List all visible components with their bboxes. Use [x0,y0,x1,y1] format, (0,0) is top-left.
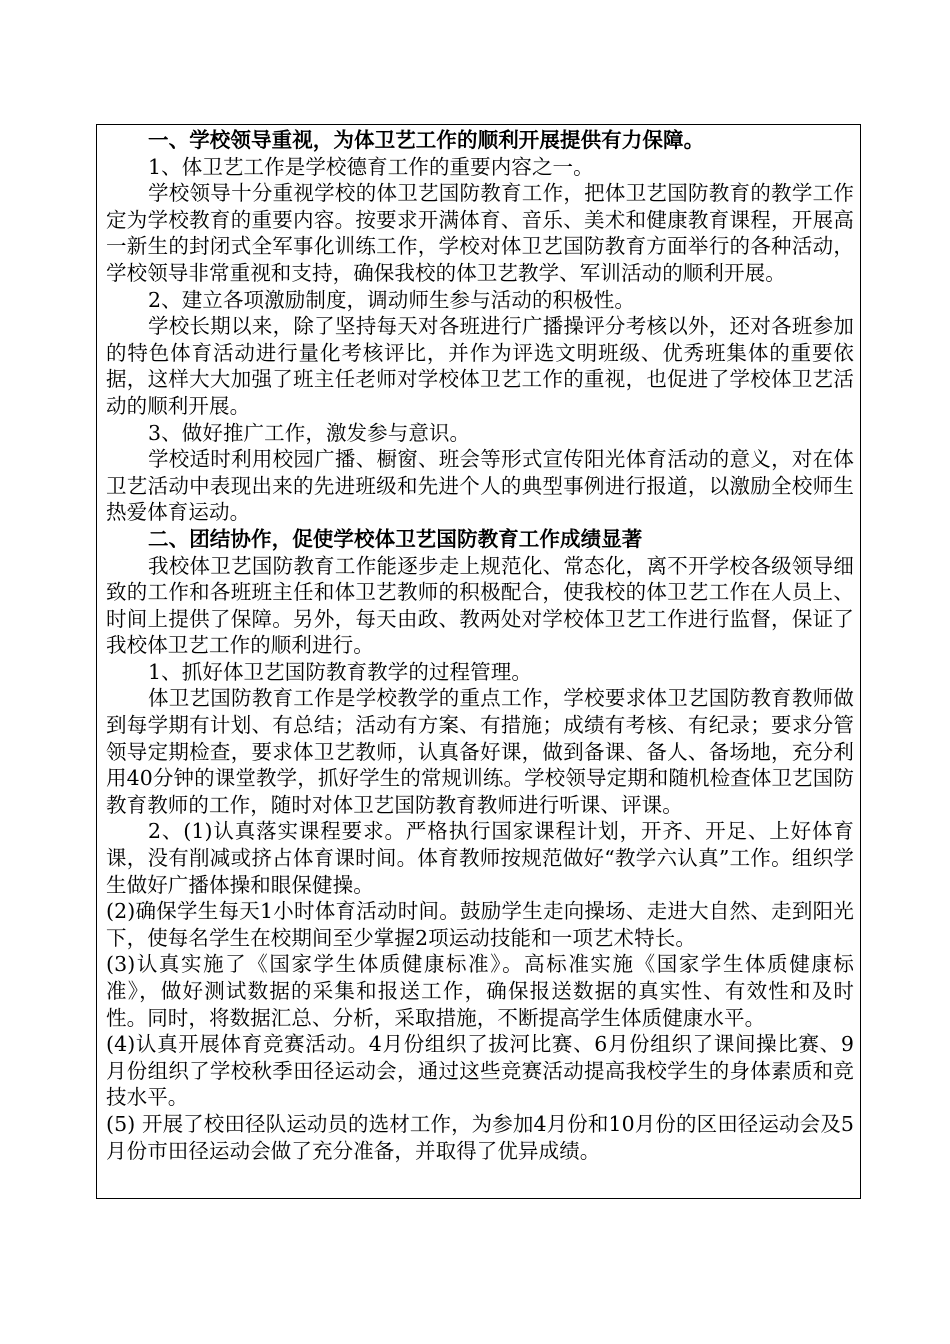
paragraph: 学校长期以来，除了坚持每天对各班进行广播操评分考核以外，还对各班参加的特色体育活动进行量化考核评比，并作为评选文明班级、优秀班集体的重要依据，这样大大加强了班主任老师对学校体卫艺工作的重视，也促进了学校体卫艺活动的顺利开展。 [106,314,854,418]
section-heading-2: 二、团结协作，促使学校体卫艺国防教育工作成绩显著 [148,526,643,551]
list-item: (3)认真实施了《国家学生体质健康标准》。高标准实施《国家学生体质健康标准》，做好测试数据的采集和报送工作，确保报送数据的真实性、有效性和及时性。同时，将数据汇总、分析，采取措施，不断提高学生体质健康水平。 [106,952,854,1030]
list-item: (2)确保学生每天1小时体育活动时间。鼓励学生走向操场、走进大自然、走到阳光下，使每名学生在校期间至少掌握2项运动技能和一项艺术特长。 [106,899,854,950]
list-item: (5) 开展了校田径队运动员的选材工作，为参加4月份和10月份的区田径运动会及5月份市田径运动会做了充分准备，并取得了优异成绩。 [106,1111,854,1163]
paragraph: 学校适时利用校园广播、橱窗、班会等形式宣传阳光体育活动的意义，对在体卫艺活动中表现出来的先进班级和先进个人的典型事例进行报道，以激励全校师生热爱体育运动。 [106,447,854,525]
subheading-1-3: 3、做好推广工作，激发参与意识。 [148,420,471,445]
section-heading-1: 一、学校领导重视，为体卫艺工作的顺利开展提供有力保障。 [148,128,705,152]
subheading-1-1: 1、体卫艺工作是学校德育工作的重要内容之一。 [148,154,594,179]
subheading-2-1: 1、抓好体卫艺国防教育教学的过程管理。 [148,659,532,684]
subheading-1-2: 2、建立各项激励制度，调动师生参与活动的积极性。 [148,287,635,312]
document-body [106,127,854,1164]
paragraph: 学校领导十分重视学校的体卫艺国防教育工作，把体卫艺国防教育的教学工作定为学校教育的重要内容。按要求开满体育、音乐、美术和健康教育课程，开展高一新生的封闭式全军事化训练工作，学校对体卫艺国防教育方面举行的各种活动，学校领导非常重视和支持，确保我校的体卫艺教学、军训活动的顺利开展。 [106,181,854,285]
list-item: (4)认真开展体育竞赛活动。4月份组织了拔河比赛、6月份组织了课间操比赛、9月份组织了学校秋季田径运动会，通过这些竞赛活动提高我校学生的身体素质和竞技水平。 [106,1032,854,1110]
paragraph: 2、(1)认真落实课程要求。严格执行国家课程计划，开齐、开足、上好体育课，没有削减或挤占体育课时间。体育教师按规范做好“教学六认真”工作。组织学生做好广播体操和眼保健操。 [106,819,854,897]
paragraph: 我校体卫艺国防教育工作能逐步走上规范化、常态化，离不开学校各级领导细致的工作和各班班主任和体卫艺教师的积极配合，使我校的体卫艺工作在人员上、时间上提供了保障。另外，每天由政、教两处对学校体卫艺工作进行监督，保证了我校体卫艺工作的顺利进行。 [106,553,854,658]
paragraph: 体卫艺国防教育工作是学校教学的重点工作，学校要求体卫艺国防教育教师做到每学期有计划、有总结；活动有方案、有措施；成绩有考核、有纪录；要求分管领导定期检查，要求体卫艺教师，认真备好课，做到备课、备人、备场地，充分利用40分钟的课堂教学，抓好学生的常规训练。学校领导定期和随机检查体卫艺国防教育教师的工作，随时对体卫艺国防教育教师进行听课、评课。 [106,686,854,817]
